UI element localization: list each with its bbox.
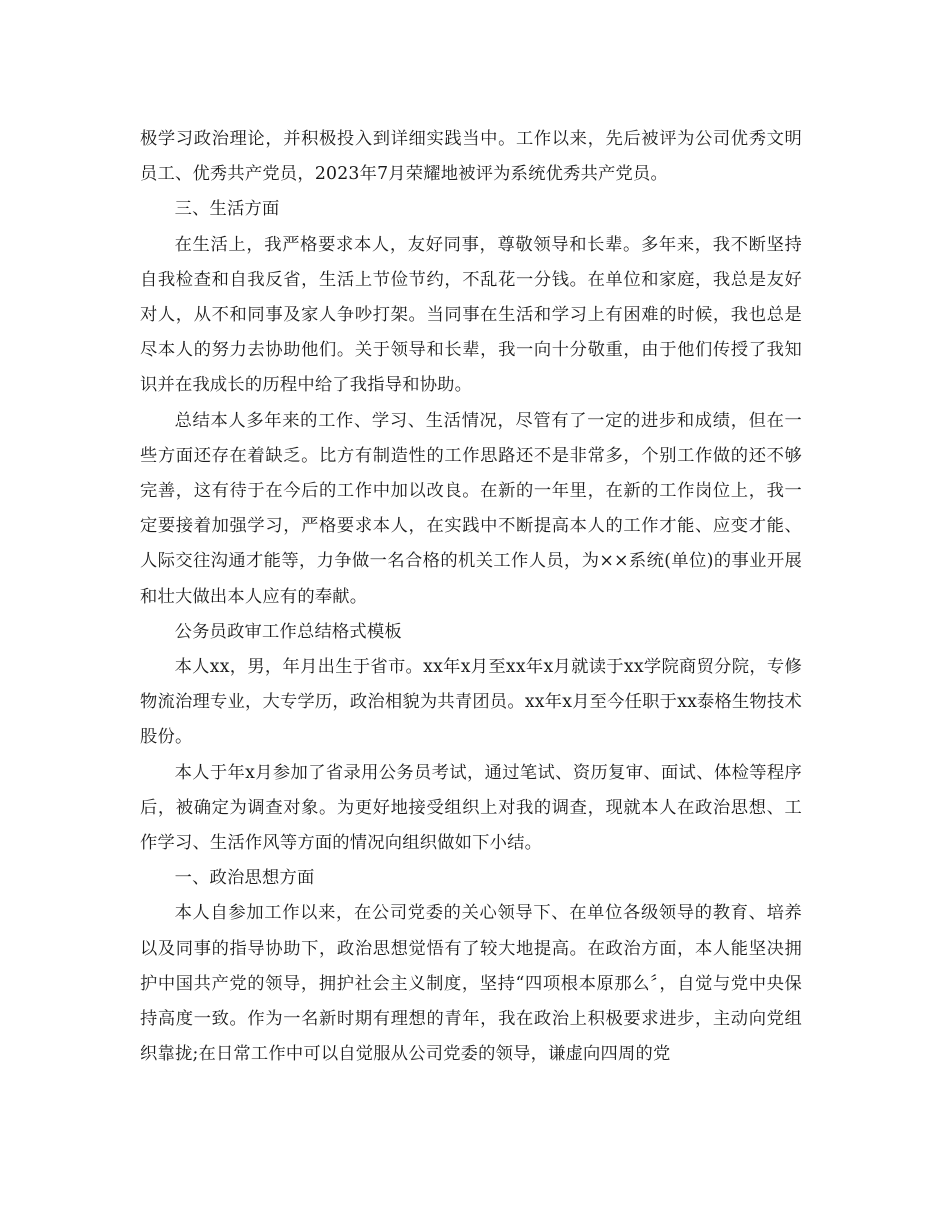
section-heading-politics: 一、政治思想方面 bbox=[174, 868, 315, 889]
section-heading-life: 三、生活方面 bbox=[174, 199, 280, 220]
document-subtitle: 公务员政审工作总结格式模板 bbox=[174, 621, 402, 642]
paragraph-work-honors: 极学习政治理论，并积极投入到详细实践当中。工作以来，先后被评为公司优秀文明员工、优秀共产党员，2023年7月荣耀地被评为系统优秀共产党员。 bbox=[140, 129, 802, 185]
paragraph-politics: 本人自参加工作以来，在公司党委的关心领导下、在单位各级领导的教育、培养以及同事的指导协助下，政治思想觉悟有了较大地提高。在政治方面，本人能坚决拥护中国共产党的领导，拥护社会主义制度，坚持“四项根本原那么〞，自觉与党中央保持高度一致。作为一名新时期有理想的青年，我在政治上积极要求进步，主动向党组织靠拢;在日常工作中可以自觉服从公司党委的领导，谦虚向四周的党 bbox=[140, 903, 802, 1065]
paragraph-summary: 总结本人多年来的工作、学习、生活情况，尽管有了一定的进步和成绩，但在一些方面还存在着缺乏。比方有制造性的工作思路还不是非常多，个别工作做的还不够完善，这有待于在今后的工作中加以改良。在新的一年里，在新的工作岗位上，我一定要接着加强学习，严格要求本人，在实践中不断提高本人的工作才能、应变才能、人际交往沟通才能等，力争做一名合格的机关工作人员，为××系统(单位)的事业开展和壮大做出本人应有的奉献。 bbox=[140, 410, 802, 607]
paragraph-personal-info: 本人xx，男，年月出生于省市。xx年x月至xx年x月就读于xx学院商贸分院，专修物流治理专业，大专学历，政治相貌为共青团员。xx年x月至今任职于xx泰格生物技术股份。 bbox=[140, 657, 802, 748]
document-body bbox=[140, 122, 802, 1072]
paragraph-life: 在生活上，我严格要求本人，友好同事，尊敬领导和长辈。多年来，我不断坚持自我检查和自我反省，生活上节俭节约，不乱花一分钱。在单位和家庭，我总是友好对人，从不和同事及家人争吵打架。当同事在生活和学习上有困难的时候，我也总是尽本人的努力去协助他们。关于领导和长辈，我一向十分敬重，由于他们传授了我知识并在我成长的历程中给了我指导和协助。 bbox=[140, 234, 802, 396]
paragraph-exam: 本人于年x月参加了省录用公务员考试，通过笔试、资历复审、面试、体检等程序后，被确定为调查对象。为更好地接受组织上对我的调查，现就本人在政治思想、工作学习、生活作风等方面的情况向组织做如下小结。 bbox=[140, 762, 802, 854]
